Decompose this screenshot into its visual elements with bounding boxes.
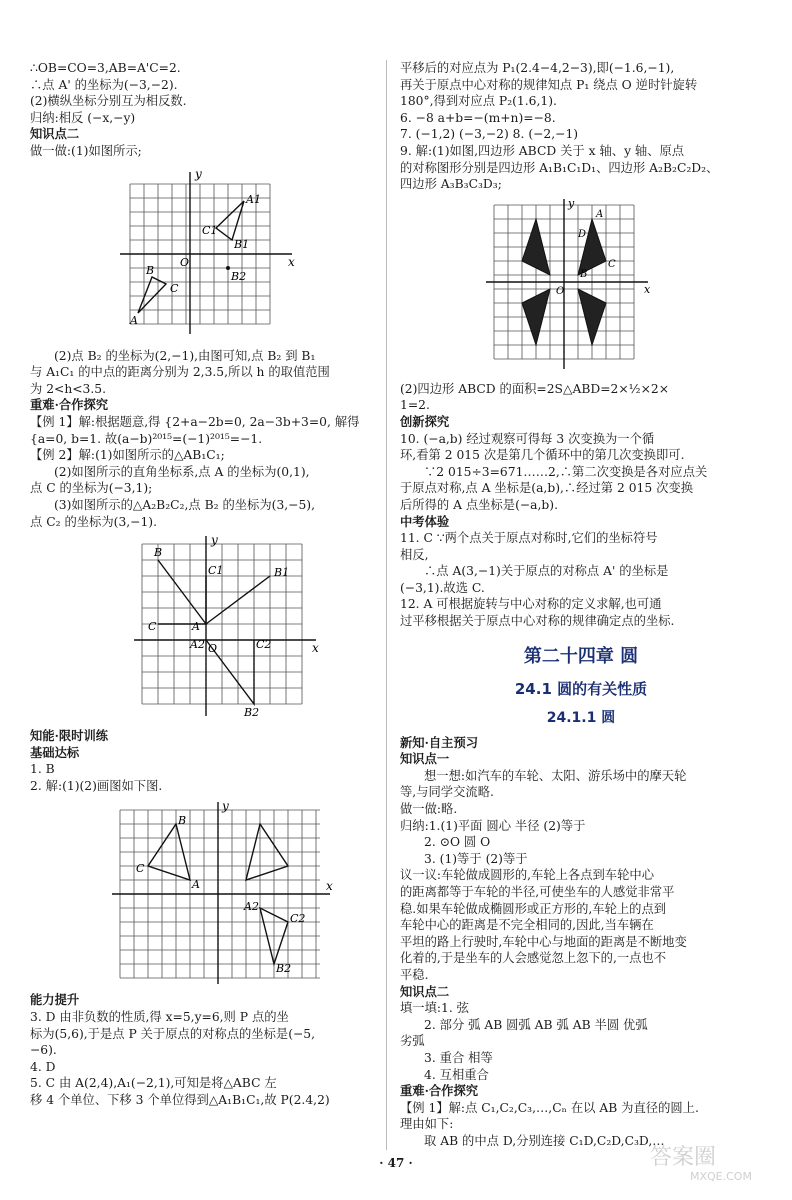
text-line: 移 4 个单位、下移 3 个单位得到△A₁B₁C₁,故 P(2.4,2): [30, 1093, 330, 1108]
section-heading: 重难·合作探究: [30, 397, 109, 413]
text-line: 180°,得到对应点 P₂(1.6,1).: [400, 94, 557, 109]
text-line: 的距离都等于车轮的半径,可使坐车的人感觉非常平: [400, 885, 675, 899]
label-b1: B1: [274, 566, 290, 580]
chapter-title: 第二十四章 圆: [523, 645, 639, 667]
label-b2: B2: [244, 706, 260, 720]
text-line: 7. (−1,2) (−3,−2) 8. (−2,−1): [400, 127, 579, 142]
text-line: 做一做:略.: [400, 802, 458, 817]
label-c1: C1: [202, 223, 218, 237]
label-c2: C2: [256, 638, 272, 652]
text-line: 车轮中心的距离是不完全相同的,因此,当车辆在: [400, 918, 654, 933]
axis-label-y: y: [211, 534, 218, 548]
text-line: 【例 2】解:(1)如图所示的△AB₁C₁;: [30, 448, 225, 463]
origin-label: O: [208, 642, 218, 656]
label-b: B: [178, 814, 187, 828]
figure-4-symmetry-grid: [400, 197, 762, 377]
label-a2: A2: [190, 638, 205, 652]
label-c: C: [148, 620, 157, 634]
text-line: 1. B: [30, 762, 55, 777]
label-a: A: [130, 313, 138, 327]
text-line: 与 A₁C₁ 的中点的距离分别为 2,3.5,所以 h 的取值范围: [30, 365, 330, 380]
text-line: 9. 解:(1)如图,四边形 ABCD 关于 x 轴、y 轴、原点: [400, 143, 685, 158]
text-line: 相反,: [400, 547, 429, 562]
text-line: (3)如图所示的△A₂B₂C₂,点 B₂ 的坐标为(3,−5),: [54, 497, 316, 512]
text-line: 议一议:车轮做成圆形的,车轮上各点到车轮中心: [400, 868, 654, 883]
text-line: 平坦的路上行驶时,车轮中心与地面的距离是不断地变: [400, 934, 687, 949]
text-line: (2)横纵坐标分别互为相反数.: [30, 94, 187, 109]
text-line: (2)如图所示的直角坐标系,点 A 的坐标为(0,1),: [54, 464, 310, 479]
text-line: 做一做:(1)如图所示;: [30, 143, 142, 158]
text-line: 填一填:1. 弦: [400, 1001, 469, 1016]
text-line: 想一想:如汽车的车轮、太阳、游乐场中的摩天轮: [424, 768, 687, 783]
label-b2: B2: [231, 269, 247, 283]
text-line: 为 2<h<3.5.: [30, 381, 107, 396]
section-heading: 知能·限时训练: [30, 728, 109, 744]
text-line: 3. 重合 相等: [424, 1050, 493, 1065]
text-line: {a=0, b=1. 故(a−b)²⁰¹⁵=(−1)²⁰¹⁵=−1.: [30, 431, 263, 446]
text-line: 12. A 可根据旋转与中心对称的定义求解,也可通: [400, 597, 662, 612]
text-line: (2)四边形 ABCD 的面积=2S△ABD=2×½×2×: [400, 381, 669, 396]
axis-label-x: x: [644, 282, 651, 296]
text-line: 归纳:相反 (−x,−y): [30, 110, 136, 125]
axis-label-x: x: [312, 641, 319, 656]
label-c: C: [136, 862, 145, 876]
section-heading: 中考体验: [400, 513, 450, 529]
figure-3-coordinate-grid: [30, 798, 400, 988]
section-heading: 新知·自主预习: [400, 734, 479, 750]
axis-label-y: y: [195, 166, 202, 181]
figure-2-coordinate-grid: [30, 534, 400, 724]
watermark-url: MXQE.COM: [690, 1170, 752, 1183]
text-line: (2)点 B₂ 的坐标为(2,−1),由图可知,点 B₂ 到 B₁: [54, 348, 316, 363]
text-line: (−3,1).故选 C.: [400, 580, 485, 595]
text-line: 2. 解:(1)(2)画图如下图.: [30, 778, 163, 793]
section-heading: 创新探究: [400, 413, 450, 429]
text-line: 理由如下:: [400, 1117, 454, 1132]
subsection-title: 24.1.1 圆: [546, 709, 616, 726]
label-a: A: [192, 620, 200, 634]
text-line: ∴点 A' 的坐标为(−3,−2).: [30, 77, 178, 92]
left-column: [30, 60, 400, 1109]
text-line: 【例 1】解:根据题意,得 {2+a−2b=0, 2a−3b+3=0, 解得: [30, 414, 360, 429]
right-column: [400, 60, 762, 1150]
label-c2: C2: [290, 912, 306, 926]
axis-label-x: x: [288, 254, 295, 269]
section-title: 24.1 圆的有关性质: [514, 679, 648, 698]
section-heading: 能力提升: [30, 992, 80, 1008]
text-line: 劣弧: [400, 1034, 425, 1049]
section-heading: 基础达标: [30, 744, 80, 760]
text-line: ∴OB=CO=3,AB=A'C=2.: [30, 61, 181, 75]
label-d: D: [578, 228, 587, 240]
text-line: 于原点对称,点 A 坐标是(a,b),∴经过第 2 015 次变换: [400, 481, 693, 496]
text-line: −6).: [30, 1043, 57, 1058]
axis-label-x: x: [326, 879, 333, 894]
section-heading: 知识点二: [30, 126, 80, 142]
text-line: 等,与同学交流略.: [400, 785, 494, 800]
label-b: B: [580, 268, 588, 280]
text-line: 的对称图形分别是四边形 A₁B₁C₁D₁、四边形 A₂B₂C₂D₂、: [400, 160, 719, 175]
text-line: 点 C 的坐标为(−3,1);: [30, 481, 153, 496]
label-a: A: [596, 208, 604, 220]
text-line: 四边形 A₃B₃C₃D₃;: [400, 177, 502, 192]
text-line: ∵2 015÷3=671……2,∴第二次变换是各对应点关: [424, 464, 708, 479]
text-line: 3. D 由非负数的性质,得 x=5,y=6,则 P 点的坐: [30, 1010, 289, 1025]
text-line: 点 C₂ 的坐标为(3,−1).: [30, 514, 158, 529]
text-line: 4. D: [30, 1059, 56, 1074]
text-line: 10. (−a,b) 经过观察可得每 3 次变换为一个循: [400, 431, 655, 446]
text-line: 后所得的 A 点坐标是(−a,b).: [400, 497, 558, 512]
text-line: 11. C ∵两个点关于原点对称时,它们的坐标符号: [400, 531, 658, 546]
label-c: C: [608, 258, 616, 270]
text-line: 稳.如果车轮做成椭圆形或正方形的,车轮上的点到: [400, 901, 667, 916]
text-line: 取 AB 的中点 D,分别连接 C₁D,C₂D,C₃D,…: [424, 1133, 665, 1148]
axis-label-y: y: [568, 196, 575, 210]
label-b: B: [146, 263, 155, 277]
watermark-logo: 答案圈: [650, 1145, 717, 1170]
text-line: 化着的,于是坐车的人会感觉忽上忽下的,一点也不: [400, 951, 667, 966]
label-b1: B1: [234, 237, 250, 251]
text-line: 环,看第 2 015 次是第几个循环中的第几次变换即可.: [400, 448, 685, 463]
section-heading: 知识点一: [400, 751, 450, 767]
text-line: 5. C 由 A(2,4),A₁(−2,1),可知是将△ABC 左: [30, 1076, 277, 1091]
label-c: C: [170, 281, 179, 295]
text-line: 再关于原点中心对称的规律知点 P₁ 绕点 O 逆时针旋转: [400, 77, 698, 92]
figure-1-coordinate-grid: [30, 164, 400, 344]
text-line: 2. ⊙O 圆 O: [424, 835, 491, 850]
text-line: 4. 互相重合: [424, 1067, 489, 1082]
text-line: 1=2.: [400, 398, 430, 413]
text-line: 平稳.: [400, 967, 429, 982]
text-line: 平移后的对应点为 P₁(2.4−4,2−3),即(−1.6,−1),: [400, 61, 675, 75]
label-a1: A1: [246, 192, 261, 206]
label-a2: A2: [244, 900, 259, 914]
axis-label-y: y: [222, 799, 229, 814]
text-line: ∴点 A(3,−1)关于原点的对称点 A' 的坐标是: [424, 564, 669, 579]
text-line: 标为(5,6),于是点 P 关于原点的对称点的坐标是(−5,: [30, 1026, 316, 1041]
text-line: 3. (1)等于 (2)等于: [424, 851, 528, 866]
label-a: A: [192, 878, 200, 892]
page-number: · 47 ·: [379, 1156, 413, 1170]
text-line: 2. 部分 弧 AB 圆弧 AB 弧 AB 半圆 优弧: [424, 1017, 648, 1032]
origin-label: O: [180, 255, 190, 269]
label-b2: B2: [276, 962, 292, 976]
text-line: 【例 1】解:点 C₁,C₂,C₃,…,Cₙ 在以 AB 为直径的圆上.: [400, 1100, 699, 1115]
origin-label: O: [556, 285, 565, 297]
text-line: 归纳:1.(1)平面 圆心 半径 (2)等于: [400, 818, 586, 833]
label-c1: C1: [208, 564, 224, 578]
text-line: 过平移根据关于原点中心对称的规律确定点的坐标.: [400, 614, 675, 629]
section-heading: 知识点二: [400, 983, 450, 999]
section-heading: 重难·合作探究: [400, 1083, 479, 1099]
label-b: B: [154, 546, 163, 560]
text-line: 6. −8 a+b=−(m+n)=−8.: [400, 110, 556, 125]
